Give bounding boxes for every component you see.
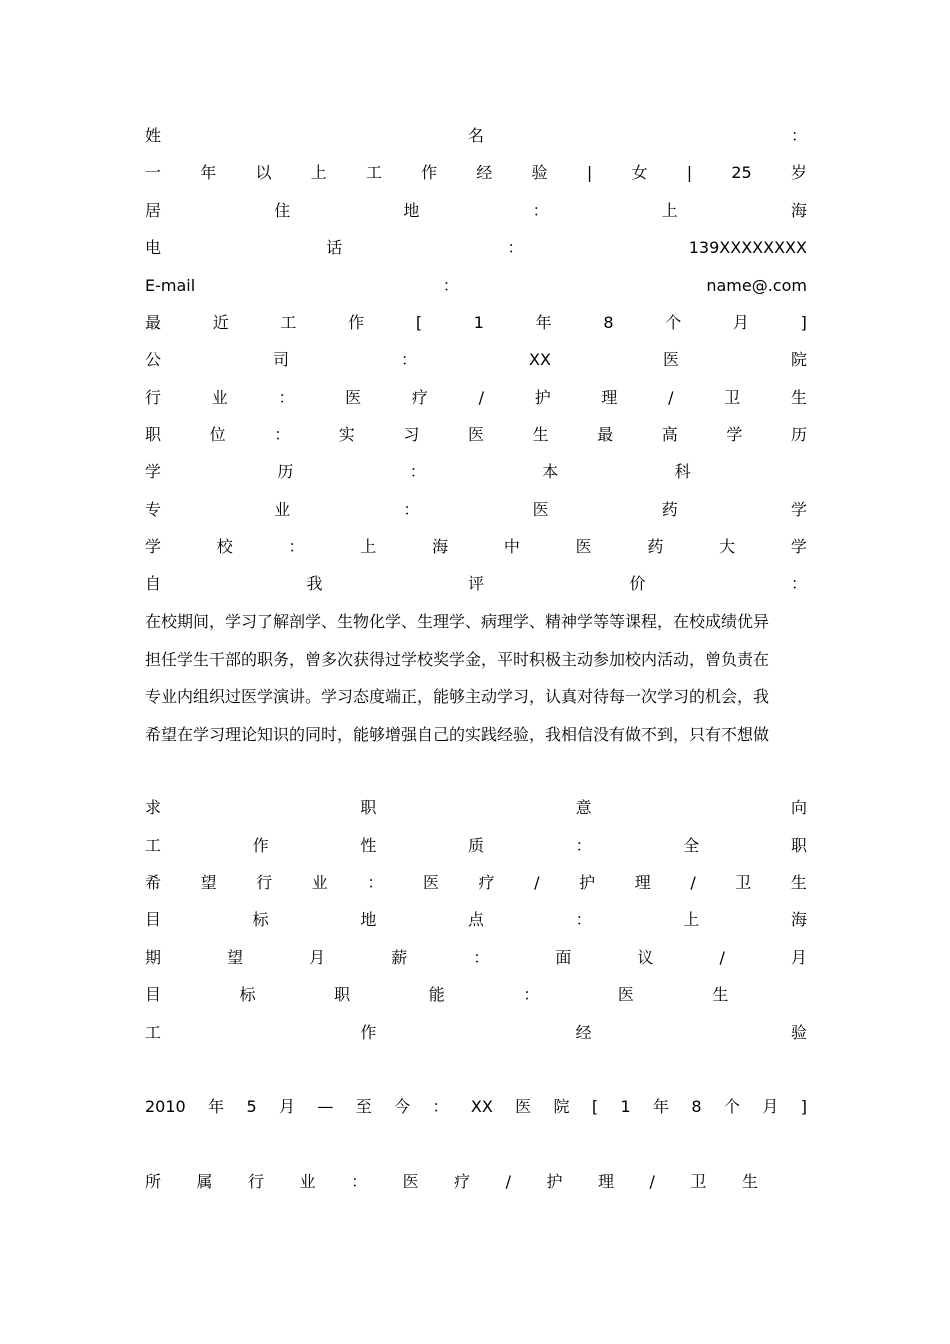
line-token: [ [591, 1097, 599, 1116]
line-token: ： [403, 500, 420, 519]
resume-line [145, 423, 807, 447]
resume-line [145, 311, 807, 335]
resume-line [145, 498, 807, 522]
line-token: 学 [145, 462, 162, 481]
line-token: 医 [345, 388, 362, 407]
line-token: 1 [473, 313, 484, 332]
line-token: 月 [279, 1097, 296, 1116]
line-token: 疗 [478, 873, 495, 892]
line-token: 求 [145, 798, 162, 817]
line-token: XX [529, 350, 551, 369]
resume-line [145, 236, 807, 260]
line-token: 工 [365, 163, 382, 182]
line-token: 司 [273, 350, 290, 369]
line-token: | [686, 163, 693, 182]
line-token: 至 [355, 1097, 372, 1116]
line-token: ： [409, 462, 426, 481]
line-token: 医 [575, 537, 592, 556]
line-token: 139XXXXXXXX [688, 238, 807, 257]
line-token: 向 [790, 798, 807, 817]
line-token: ： [532, 201, 549, 220]
line-token: 属 [196, 1172, 213, 1191]
line-token: ： [473, 948, 490, 967]
line-token: 医 [402, 1172, 419, 1191]
line-token: 质 [467, 836, 484, 855]
line-token: 医 [515, 1097, 532, 1116]
self-evaluation-paragraph [145, 603, 807, 753]
line-token: 年 [653, 1097, 670, 1116]
line-token: 位 [209, 425, 226, 444]
resume-line [145, 572, 807, 596]
line-token: 历 [790, 425, 807, 444]
line-token: 大 [719, 537, 736, 556]
line-token: 历 [277, 462, 294, 481]
line-token: 验 [531, 163, 548, 182]
line-token: / [719, 948, 725, 967]
line-token: 医 [467, 425, 484, 444]
line-token: 能 [428, 985, 445, 1004]
line-token: 理 [634, 873, 651, 892]
line-token: 业 [211, 388, 228, 407]
line-token: 望 [227, 948, 244, 967]
line-token: 疗 [454, 1172, 471, 1191]
line-token: 最 [597, 425, 614, 444]
line-token: 中 [503, 537, 520, 556]
line-token: 院 [553, 1097, 570, 1116]
line-token: 今 [394, 1097, 411, 1116]
line-token: 生 [532, 425, 549, 444]
line-token: 年 [535, 313, 552, 332]
line-token: 上 [661, 201, 678, 220]
line-token: 生 [712, 985, 729, 1004]
line-token: | [586, 163, 593, 182]
line-token: 价 [629, 574, 646, 593]
line-token: 生 [741, 1172, 758, 1191]
line-token: 作 [252, 836, 269, 855]
line-token: 职 [790, 836, 807, 855]
line-token: 意 [575, 798, 592, 817]
line-token: 5 [246, 1097, 257, 1116]
line-token: ： [507, 238, 524, 257]
resume-line [145, 908, 807, 932]
line-token: 话 [326, 238, 343, 257]
line-token: 公 [145, 350, 162, 369]
line-token: 标 [252, 910, 269, 929]
line-token: 地 [403, 201, 420, 220]
line-token: 自 [145, 574, 162, 593]
line-token: 姓 [145, 126, 162, 145]
resume-line [145, 161, 807, 185]
line-token: 习 [403, 425, 420, 444]
line-token: 卫 [735, 873, 752, 892]
line-token: 全 [683, 836, 700, 855]
line-token: / [668, 388, 674, 407]
line-token: 期 [145, 948, 162, 967]
self-evaluation-line: 专业内组织过医学演讲。学习态度端正，能够主动学习，认真对待每一次学习的机会，我 [145, 687, 770, 706]
line-token: 职 [334, 985, 351, 1004]
line-token: ] [800, 313, 807, 332]
line-token: 业 [274, 500, 291, 519]
line-token: [ [415, 313, 423, 332]
line-token: 评 [467, 574, 484, 593]
line-token: 医 [422, 873, 439, 892]
line-token: 点 [467, 910, 484, 929]
line-token: 学 [790, 500, 807, 519]
line-token: 本 [542, 462, 559, 481]
line-token: 年 [200, 163, 217, 182]
resume-line [145, 946, 807, 970]
line-token: 最 [145, 313, 162, 332]
self-evaluation-line: 在校期间，学习了解剖学、生物化学、生理学、病理学、精神学等等课程，在校成绩优异 [145, 612, 770, 631]
line-token: XX [470, 1097, 493, 1116]
line-token: 望 [200, 873, 217, 892]
resume-line [145, 796, 807, 820]
line-token: 8 [691, 1097, 702, 1116]
line-token: 作 [421, 163, 438, 182]
line-token: 8 [603, 313, 614, 332]
line-token: 海 [790, 910, 807, 929]
line-token: ： [575, 836, 592, 855]
line-token: 工 [145, 836, 162, 855]
resume-line [145, 274, 807, 298]
line-token: 一 [145, 163, 162, 182]
line-token: 海 [790, 201, 807, 220]
line-token: 职 [145, 425, 162, 444]
line-token: ： [278, 388, 295, 407]
line-token: 学 [726, 425, 743, 444]
self-evaluation-line: 担任学生干部的职务，曾多次获得过学校奖学金，平时积极主动参加校内活动，曾负责在 [145, 649, 770, 669]
line-token: 经 [476, 163, 493, 182]
line-token: 目 [145, 910, 162, 929]
line-token: 护 [534, 388, 551, 407]
line-token: 上 [310, 163, 327, 182]
line-token: 校 [216, 537, 233, 556]
line-token: 疗 [411, 388, 428, 407]
line-token: / [478, 388, 484, 407]
resume-line [145, 460, 807, 484]
line-token: — [317, 1097, 334, 1116]
line-token: / [690, 873, 696, 892]
line-token: 海 [432, 537, 449, 556]
line-token: 科 [674, 462, 691, 481]
line-token: 月 [790, 948, 807, 967]
line-token: 学 [790, 537, 807, 556]
line-token: 医 [617, 985, 634, 1004]
resume-line [145, 871, 807, 895]
line-token: name@.com [706, 276, 807, 295]
line-token: 护 [546, 1172, 563, 1191]
line-token: 2010 [145, 1097, 186, 1116]
resume-line [145, 1021, 807, 1045]
line-token: ： [274, 425, 291, 444]
line-token: 岁 [790, 163, 807, 182]
resume-line [145, 983, 807, 1007]
line-token: 住 [274, 201, 291, 220]
line-token: 标 [239, 985, 256, 1004]
line-token: 上 [683, 910, 700, 929]
line-token: ： [401, 350, 418, 369]
line-token: ： [351, 1172, 368, 1191]
line-token: 验 [790, 1023, 807, 1042]
resume-line [145, 535, 807, 559]
line-token: 医 [532, 500, 549, 519]
line-token: ： [432, 1097, 449, 1116]
line-token: 工 [280, 313, 297, 332]
line-token: 月 [309, 948, 326, 967]
line-token: 我 [306, 574, 323, 593]
line-token: 实 [338, 425, 355, 444]
line-token: 行 [145, 388, 162, 407]
line-token: 近 [212, 313, 229, 332]
line-token: 名 [467, 126, 484, 145]
line-token: 学 [145, 537, 162, 556]
line-token: 希 [145, 873, 162, 892]
line-token: 居 [145, 201, 162, 220]
line-token: 所 [145, 1172, 162, 1191]
line-token: ] [800, 1097, 807, 1116]
line-token: 地 [360, 910, 377, 929]
line-token: 目 [145, 985, 162, 1004]
line-token: 薪 [391, 948, 408, 967]
line-token: 1 [620, 1097, 631, 1116]
line-token: 月 [732, 313, 749, 332]
line-token: 面 [555, 948, 572, 967]
line-token: 专 [145, 500, 162, 519]
self-evaluation-line: 希望在学习理论知识的同时，能够增强自己的实践经验，我相信没有做不到，只有不想做 [145, 724, 770, 744]
line-token: 作 [360, 1023, 377, 1042]
line-token: 工 [145, 1023, 162, 1042]
line-token: 年 [208, 1097, 225, 1116]
line-token: / [649, 1172, 655, 1191]
line-token: ： [790, 574, 807, 593]
line-token: 上 [360, 537, 377, 556]
line-token: ： [575, 910, 592, 929]
line-token: 月 [762, 1097, 779, 1116]
line-token: 个 [665, 313, 682, 332]
line-token: 生 [790, 873, 807, 892]
line-token: ： [288, 537, 305, 556]
line-token: 卫 [690, 1172, 707, 1191]
line-token: 院 [790, 350, 807, 369]
line-token: 行 [248, 1172, 265, 1191]
line-token: E-mail [145, 276, 196, 295]
line-token: / [505, 1172, 511, 1191]
resume-line [145, 348, 807, 372]
line-token: 个 [723, 1097, 740, 1116]
line-token: 高 [661, 425, 678, 444]
line-token: 25 [731, 163, 752, 182]
line-token: 药 [647, 537, 664, 556]
line-token: 护 [579, 873, 596, 892]
line-token: 业 [299, 1172, 316, 1191]
industry-line [145, 1170, 758, 1194]
line-token: 性 [360, 836, 377, 855]
line-token: 生 [790, 388, 807, 407]
line-token: ： [790, 126, 807, 145]
line-token: 医 [662, 350, 679, 369]
line-token: 职 [360, 798, 377, 817]
line-token: 电 [145, 238, 162, 257]
line-token: 行 [256, 873, 273, 892]
line-token: ： [367, 873, 384, 892]
line-token: / [534, 873, 540, 892]
line-token: 理 [601, 388, 618, 407]
resume-line [145, 124, 807, 148]
line-token: 经 [575, 1023, 592, 1042]
line-token: 以 [255, 163, 272, 182]
line-token: ： [442, 276, 459, 295]
resume-line [145, 834, 807, 858]
work-experience-line [145, 1095, 807, 1119]
line-token: 女 [631, 163, 648, 182]
resume-line [145, 386, 807, 410]
line-token: 业 [311, 873, 328, 892]
line-token: 议 [637, 948, 654, 967]
line-token: 卫 [724, 388, 741, 407]
line-token: ： [523, 985, 540, 1004]
resume-line [145, 199, 807, 223]
line-token: 作 [348, 313, 365, 332]
line-token: 药 [661, 500, 678, 519]
line-token: 理 [598, 1172, 615, 1191]
